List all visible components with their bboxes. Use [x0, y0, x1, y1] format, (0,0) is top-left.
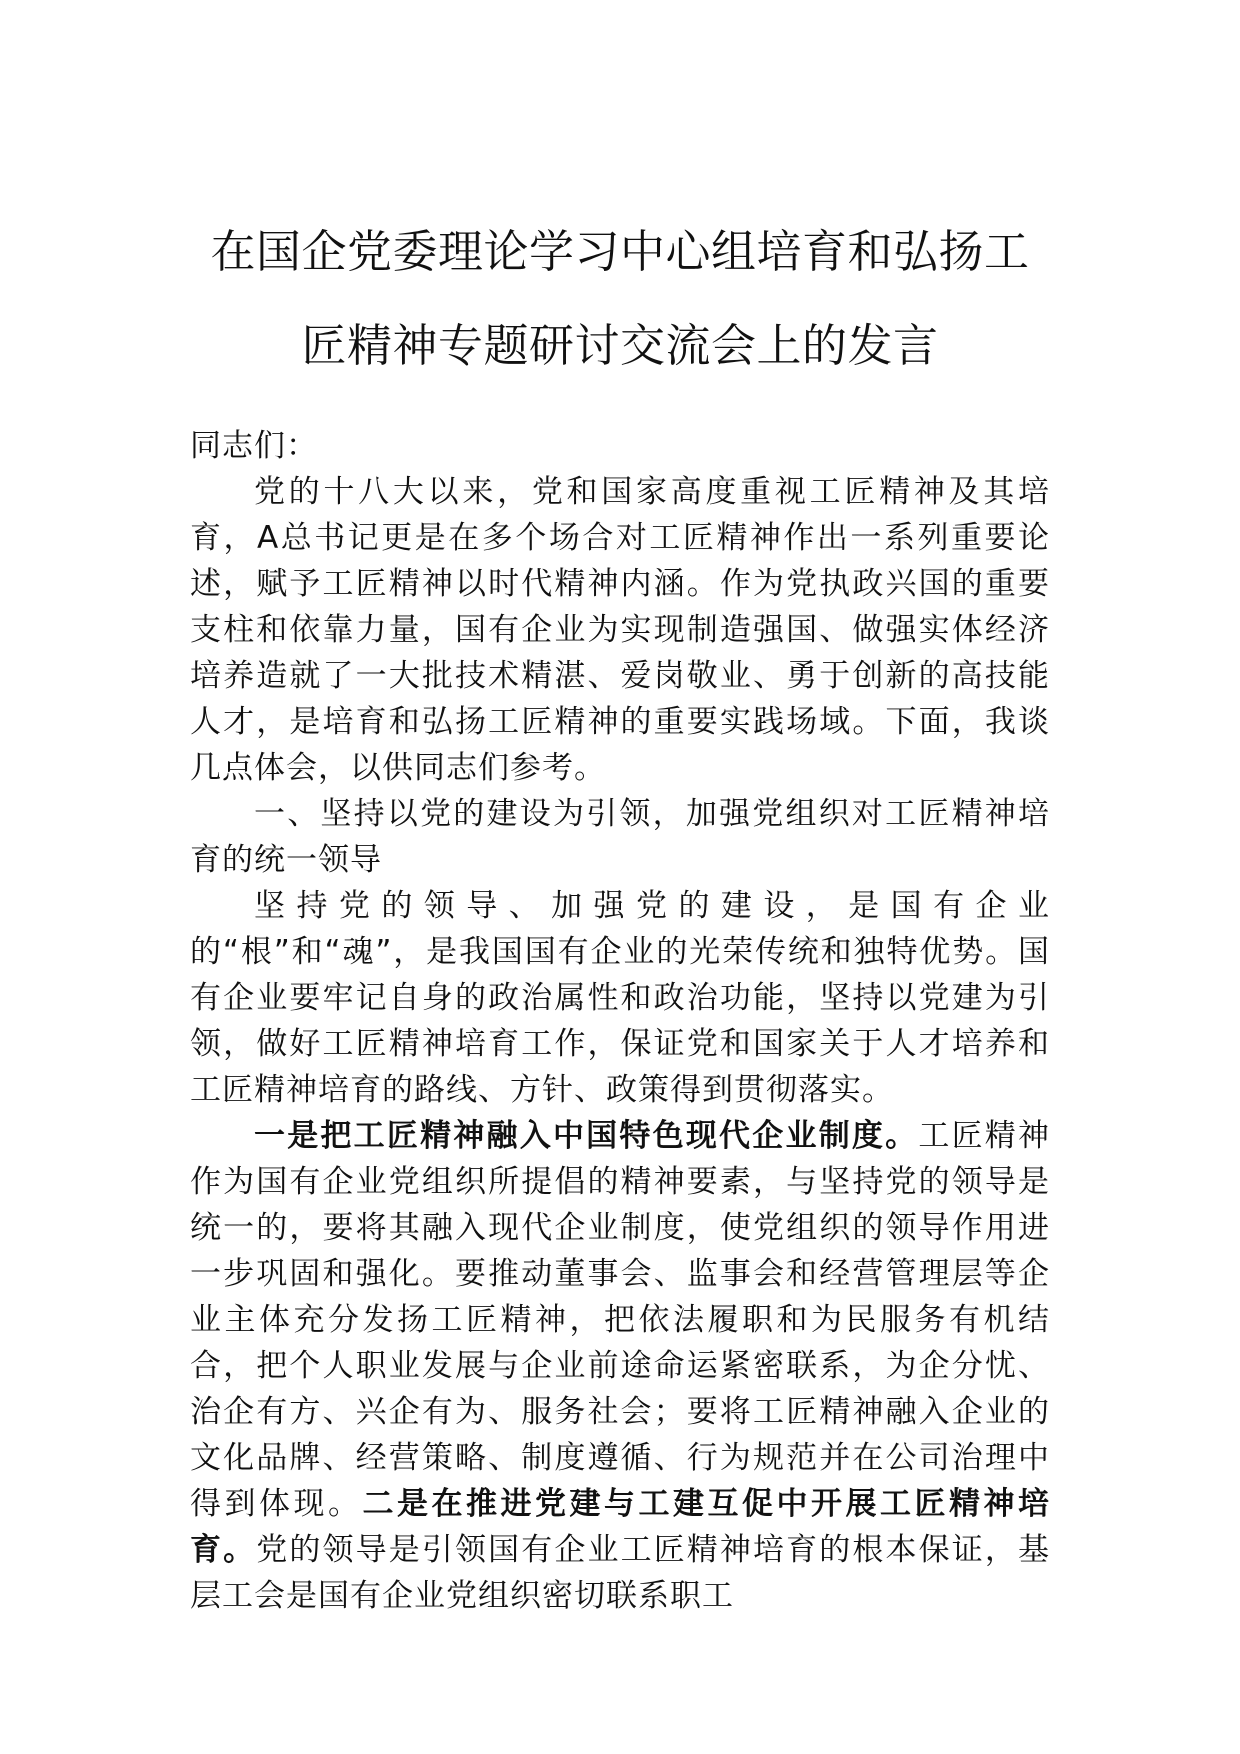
point-two-heading: 二是在推进党建与工建互促中开展工匠精神培育。 — [190, 1486, 1050, 1568]
salutation: 同志们： — [190, 428, 318, 464]
title-line-2: 匠精神专题研讨交流会上的发言 — [301, 319, 939, 372]
document-title — [150, 205, 1090, 393]
point-one-text: 工匠精神作为国有企业党组织所提倡的精神要素，与坚持党的领导是统一的，要将其融入现代企业制度，使党组织的领导作用进一步巩固和强化。要推动董事会、监事会和经营管理层等企业主体充分发扬工匠精神，把依法履职和为民服务有机结合，把个人职业发展与企业前途命运紧密联系，为企分忧、治企有方、兴企有为、服务社会；要将工匠精神融入企业的文化品牌、经营策略、制度遵循、行为规范并在公司治理中得到体现。 — [190, 1118, 1051, 1522]
point-two-text: 党的领导是引领国有企业工匠精神培育的根本保证，基层工会是国有企业党组织密切联系职工 — [190, 1532, 1051, 1614]
paragraph-intro: 党的十八大以来，党和国家高度重视工匠精神及其培育，A总书记更是在多个场合对工匠精神作出一系列重要论述，赋予工匠精神以时代精神内涵。作为党执政兴国的重要支柱和依靠力量，国有企业为实现制造强国、做强实体经济培养造就了一大批技术精湛、爱岗敬业、勇于创新的高技能人才，是培育和弘扬工匠精神的重要实践场域。下面，我谈几点体会，以供同志们参考。 — [190, 474, 1050, 786]
title-line-1: 在国企党委理论学习中心组培育和弘扬工 — [210, 225, 1030, 278]
point-one-heading: 一是把工匠精神融入中国特色现代企业制度。 — [254, 1118, 919, 1154]
section-heading-1: 一、坚持以党的建设为引领，加强党组织对工匠精神培育的统一领导 — [190, 796, 1050, 878]
document-body — [190, 423, 1050, 1619]
paragraph-party-leadership: 坚持党的领导、加强党的建设，是国有企业的“根”和“魂”，是我国国有企业的光荣传统和独特优势。国有企业要牢记自身的政治属性和政治功能，坚持以党建为引领，做好工匠精神培育工作，保证党和国家关于人才培养和工匠精神培育的路线、方针、政策得到贯彻落实。 — [190, 888, 1050, 1108]
paragraph-measures — [190, 1113, 1050, 1619]
